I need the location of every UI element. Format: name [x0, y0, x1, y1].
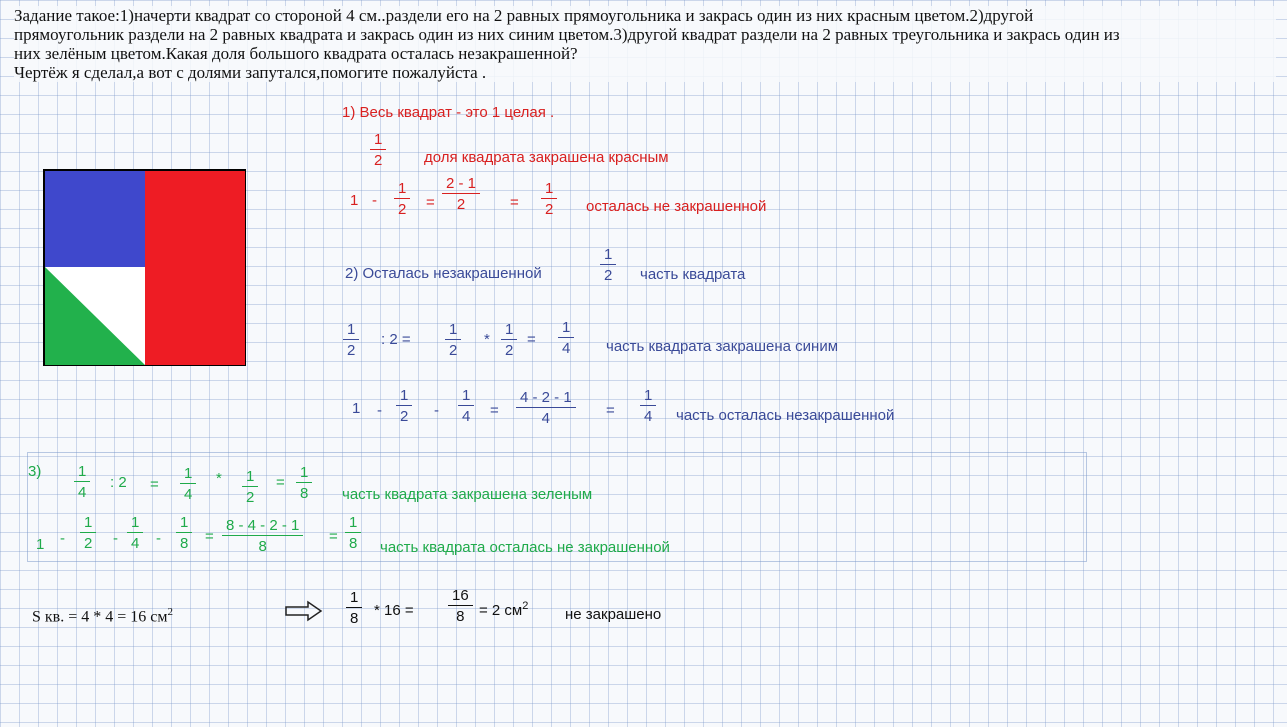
step3-fraction-b [180, 465, 196, 503]
step2-equals-2: = [490, 402, 499, 419]
fraction-denominator: 4 [462, 408, 471, 425]
step3-green-text: часть квадрата закрашена зеленым [342, 486, 593, 503]
task-text [14, 6, 1276, 82]
step3-equals-2: = [276, 474, 285, 491]
fraction-numerator: 1 [600, 246, 616, 265]
step2-minus-2: - [434, 402, 439, 419]
step2-fraction-b [445, 321, 461, 359]
step2-equals: = [527, 331, 536, 348]
step3-fraction-c [242, 468, 258, 506]
step2-multiply: * [484, 331, 490, 348]
step2-equals-3: = [606, 402, 615, 419]
step1-heading: 1) Весь квадрат - это 1 целая . [342, 104, 555, 121]
area-fraction-b [448, 587, 473, 625]
fraction-denominator: 2 [246, 489, 255, 506]
fraction-denominator: 8 [180, 535, 189, 552]
step3-equals-3: = [205, 528, 214, 545]
step1-fraction-b [442, 175, 480, 213]
fraction-denominator: 4 [78, 484, 87, 501]
task-line-3: них зелёным цветом.Какая доля большого квадрата осталась незакрашенной? [14, 44, 578, 63]
area-multiply: * 16 = [374, 602, 414, 619]
fraction-numerator: 1 [640, 387, 656, 406]
step2-one: 1 [352, 400, 361, 417]
step2-heading-rest: часть квадрата [640, 266, 746, 283]
fraction-numerator: 1 [345, 514, 361, 533]
step2-blue-text: часть квадрата закрашена синим [606, 338, 839, 355]
fraction-denominator: 2 [374, 152, 383, 169]
fraction-denominator: 4 [644, 408, 653, 425]
step2-fraction-f [458, 387, 474, 425]
fraction-denominator: 2 [545, 201, 554, 218]
step3-minus-1: - [60, 530, 65, 547]
area-formula-text: S кв. = 4 * 4 = 16 см [32, 608, 168, 626]
step1-fraction-c [541, 180, 557, 218]
step1-one: 1 [350, 192, 359, 209]
fraction-denominator: 2 [505, 342, 514, 359]
step2-heading-fraction [600, 246, 616, 284]
fraction-denominator: 2 [84, 535, 93, 552]
fraction-numerator: 1 [396, 387, 412, 406]
step3-fraction-e [80, 514, 96, 552]
fraction-numerator: 1 [127, 514, 143, 533]
fraction-numerator: 1 [74, 463, 90, 482]
step2-heading: 2) Осталась незакрашенной [345, 265, 542, 282]
fraction-numerator: 1 [176, 514, 192, 533]
step3-one: 1 [36, 536, 45, 553]
fraction-denominator: 8 [349, 535, 358, 552]
red-rectangle [145, 171, 245, 365]
step2-fraction-d [558, 319, 574, 357]
step1-equals-2: = [510, 194, 519, 211]
fraction-denominator: 4 [131, 535, 140, 552]
step2-fraction-a [343, 321, 359, 359]
step3-minus-2: - [113, 530, 118, 547]
step1-half-fraction [370, 131, 386, 169]
step3-fraction-g [176, 514, 192, 552]
area-result-text: = 2 см [479, 602, 523, 619]
step1-rest: осталась не закрашенной [586, 198, 767, 215]
fraction-denominator: 8 [300, 485, 309, 502]
area-result [479, 600, 528, 619]
fraction-denominator: 2 [604, 267, 613, 284]
step2-fraction-e [396, 387, 412, 425]
square-drawing [42, 168, 248, 368]
step3-fraction-d [296, 464, 312, 502]
fraction-numerator: 1 [558, 319, 574, 338]
step3-fraction-a [74, 463, 90, 501]
area-fraction-a [346, 589, 362, 627]
step3-fraction-f [127, 514, 143, 552]
task-line-4: Чертёж я сделал,а вот с долями запутался,помогите пожалуйста . [14, 63, 487, 82]
area-formula [32, 606, 173, 626]
blue-square [45, 171, 145, 267]
step1-red-text: доля квадрата закрашена красным [424, 149, 669, 166]
fraction-numerator: 1 [370, 131, 386, 150]
fraction-denominator: 2 [456, 196, 466, 213]
area-formula-sup: 2 [167, 606, 173, 618]
step3-multiply: * [216, 470, 222, 487]
fraction-numerator: 16 [448, 587, 473, 606]
fraction-numerator: 1 [343, 321, 359, 340]
step2-divide: : 2 = [381, 331, 411, 348]
step3-fraction-i [345, 514, 361, 552]
step3-divide: : 2 [110, 474, 127, 491]
fraction-numerator: 1 [501, 321, 517, 340]
task-line-1: Задание такое:1)начерти квадрат со стороной 4 см..раздели его на 2 равных прямоугольника и закрась один из них красным цветом.2)другой [14, 6, 1034, 25]
fraction-numerator: 1 [541, 180, 557, 199]
step3-fraction-h [222, 517, 303, 555]
task-line-2: прямоугольник раздели на 2 равных квадрата и закрась один из них синим цветом.3)другой квадрат раздели на 2 равных треугольника и закрась один из [14, 25, 1120, 44]
fraction-numerator: 1 [242, 468, 258, 487]
step3-rest: часть квадрата осталась не закрашенной [380, 539, 670, 556]
fraction-numerator: 1 [394, 180, 410, 199]
fraction-denominator: 4 [184, 486, 193, 503]
fraction-numerator: 2 - 1 [442, 175, 480, 194]
step2-fraction-h [640, 387, 656, 425]
fraction-numerator: 4 - 2 - 1 [516, 389, 576, 408]
area-rest: не закрашено [565, 606, 662, 623]
fraction-denominator: 2 [347, 342, 356, 359]
fraction-denominator: 8 [350, 610, 359, 627]
step3-equals: = [150, 476, 159, 493]
step3-minus-3: - [156, 530, 161, 547]
area-result-sup: 2 [522, 600, 529, 612]
fraction-denominator: 8 [456, 608, 465, 625]
step3-label: 3) [28, 463, 42, 480]
fraction-denominator: 2 [398, 201, 407, 218]
arrow-right-icon [284, 600, 324, 622]
step1-minus: - [372, 192, 377, 209]
fraction-numerator: 1 [445, 321, 461, 340]
fraction-numerator: 1 [180, 465, 196, 484]
fraction-numerator: 1 [346, 589, 362, 608]
fraction-numerator: 8 - 4 - 2 - 1 [222, 517, 303, 536]
fraction-denominator: 4 [541, 410, 551, 427]
fraction-numerator: 1 [458, 387, 474, 406]
step3-equals-4: = [329, 528, 338, 545]
step2-rest: часть осталась незакрашенной [676, 407, 895, 424]
fraction-numerator: 1 [296, 464, 312, 483]
step1-fraction-a [394, 180, 410, 218]
fraction-numerator: 1 [80, 514, 96, 533]
fraction-denominator: 8 [258, 538, 267, 555]
step2-fraction-g [516, 389, 576, 427]
step2-minus-1: - [377, 402, 382, 419]
step2-fraction-c [501, 321, 517, 359]
fraction-denominator: 4 [562, 340, 571, 357]
step1-equals: = [426, 194, 435, 211]
fraction-denominator: 2 [400, 408, 409, 425]
fraction-denominator: 2 [449, 342, 458, 359]
